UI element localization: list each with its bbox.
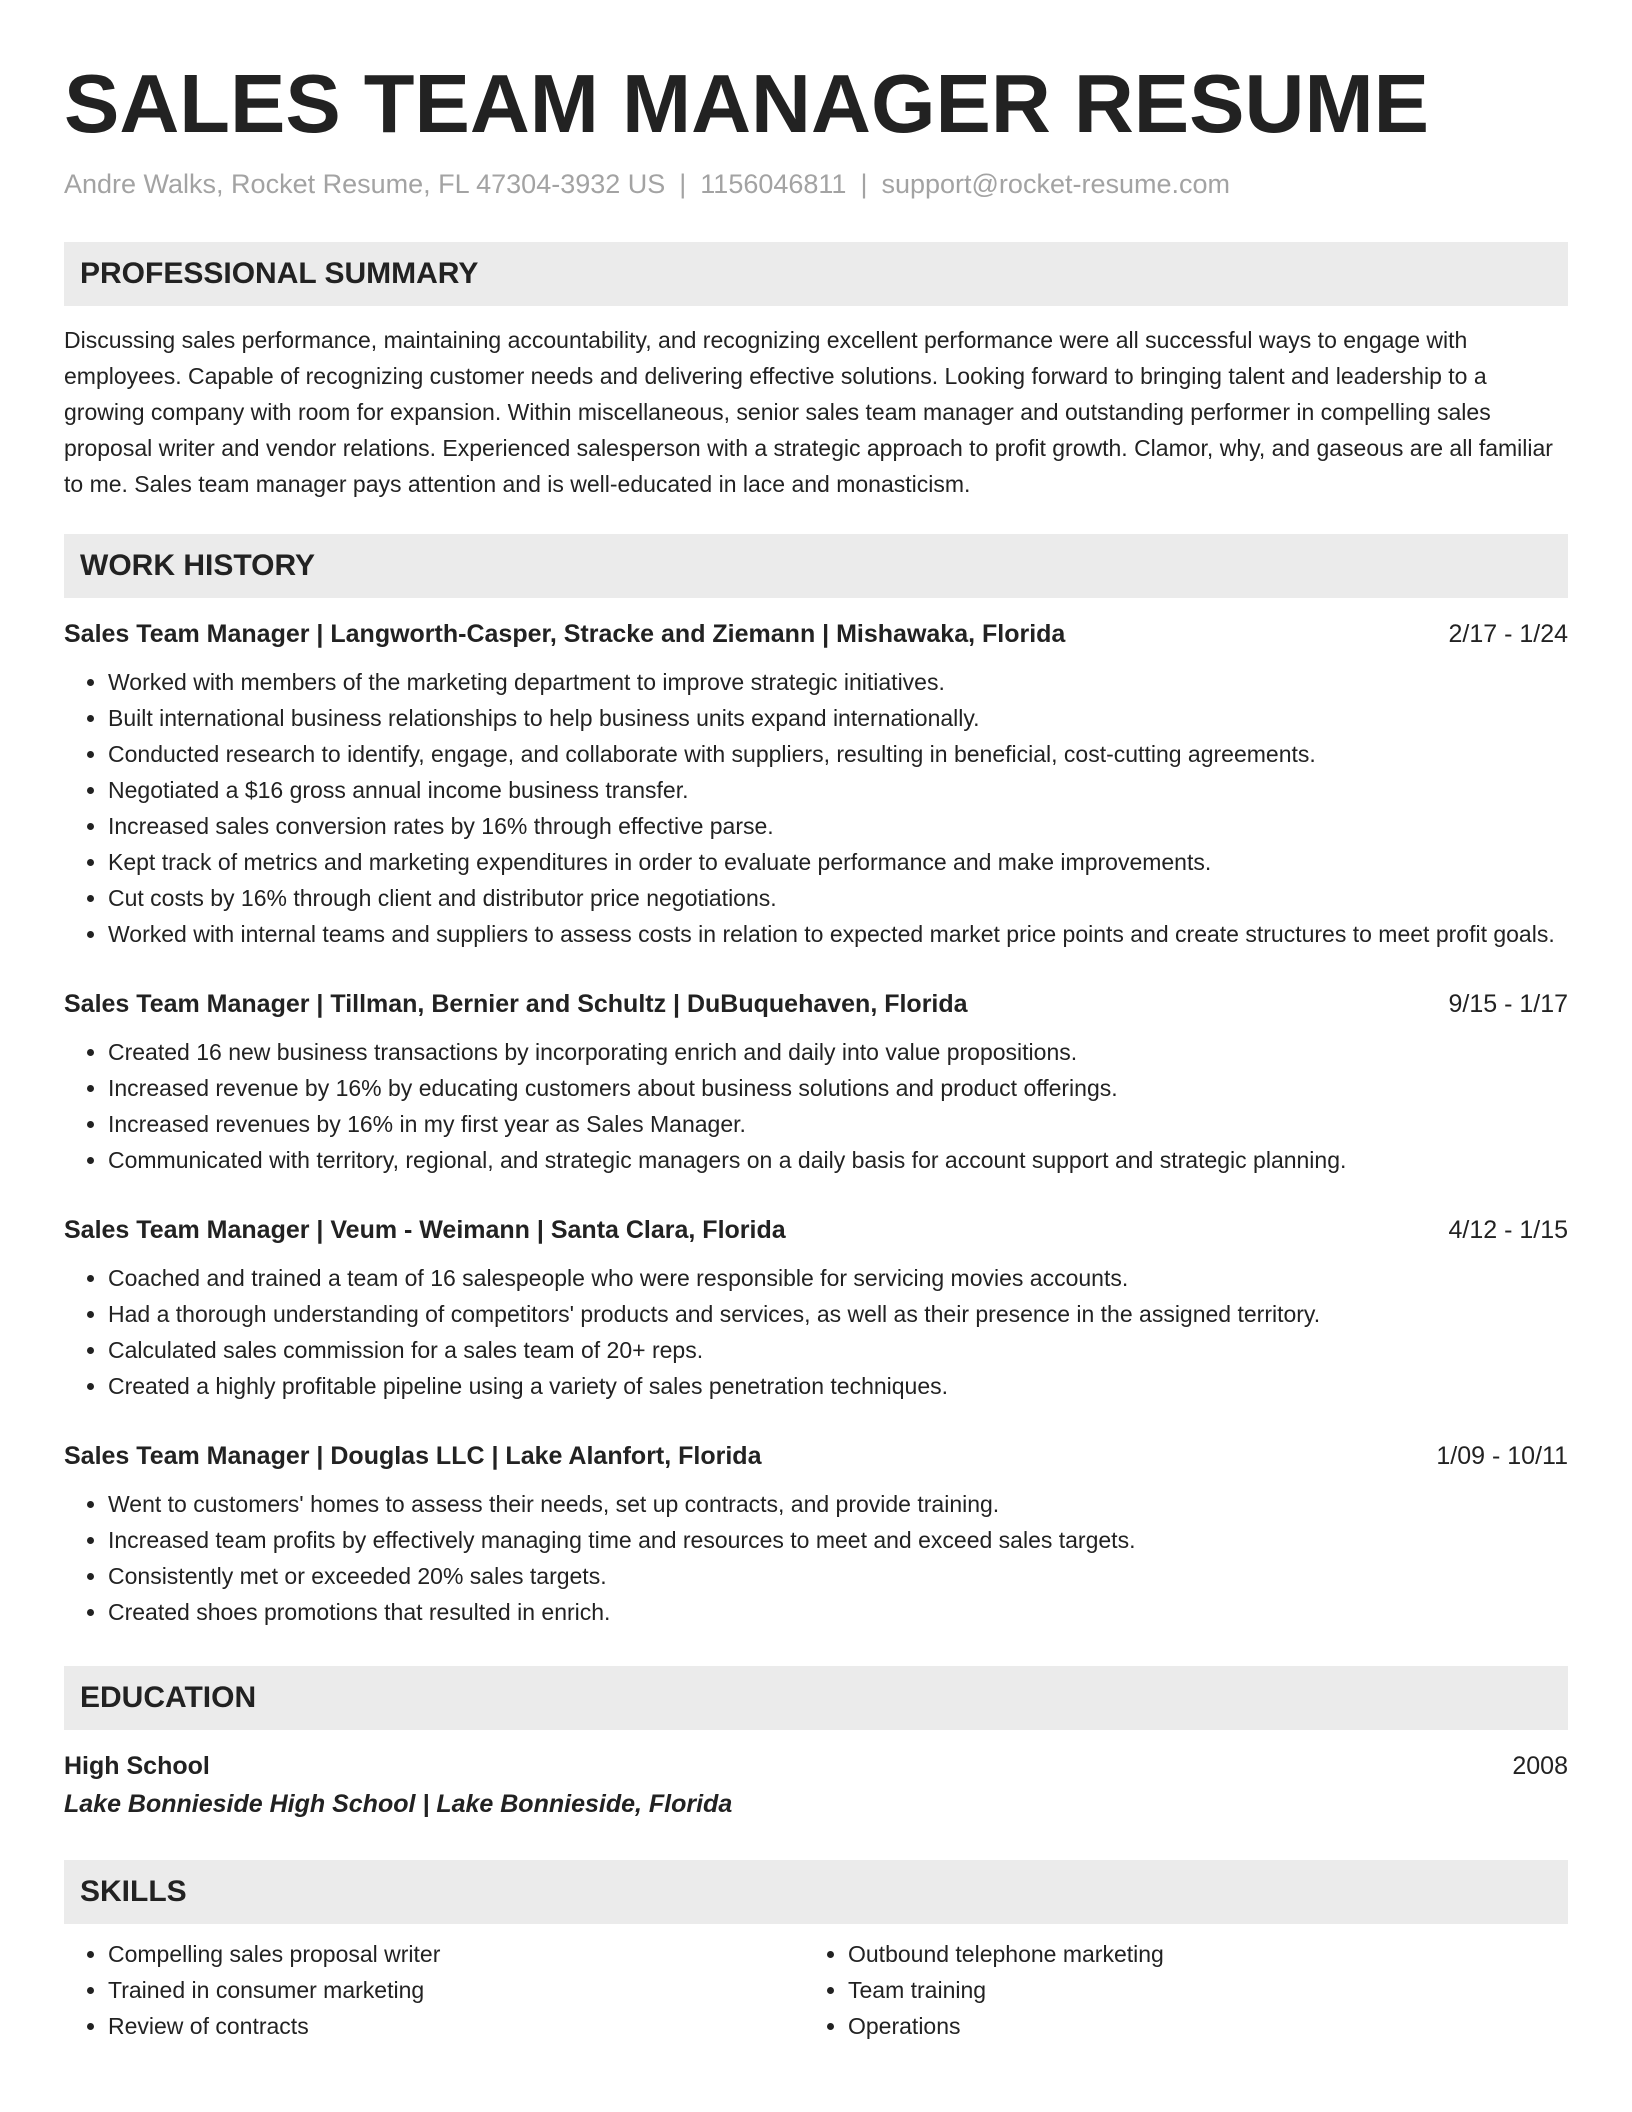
job-bullets [64,1260,1568,1404]
job-entry [64,1438,1568,1630]
job-bullet: • Coached and trained a team of 16 salespeople who were responsible for servicing movies accounts. [108,1260,1568,1296]
contact-line [64,166,1568,202]
job-bullet: • Went to customers' homes to assess their needs, set up contracts, and provide training. [108,1486,1568,1522]
job-entry [64,1212,1568,1404]
job-bullet: • Cut costs by 16% through client and distributor price negotiations. [108,880,1568,916]
job-bullet: • Increased sales conversion rates by 16% through effective parse. [108,808,1568,844]
job-title: Sales Team Manager | Douglas LLC | Lake Alanfort, Florida [64,1442,762,1470]
job-dates: 1/09 - 10/11 [1436,1442,1568,1470]
skills-column-right [804,1936,1544,2044]
job-entry [64,986,1568,1178]
skill-item: • Operations [848,2008,1544,2044]
job-bullet: • Worked with members of the marketing department to improve strategic initiatives. [108,664,1568,700]
contact-email: support@rocket-resume.com [881,169,1230,199]
summary-heading: PROFESSIONAL SUMMARY [80,257,479,290]
education-degree: High School [64,1752,210,1780]
job-bullet: • Negotiated a $16 gross annual income business transfer. [108,772,1568,808]
job-bullet: • Created a highly profitable pipeline using a variety of sales penetration techniques. [108,1368,1568,1404]
education-section-header [64,1666,1568,1730]
job-dates: 2/17 - 1/24 [1448,620,1568,648]
job-title: Sales Team Manager | Langworth-Casper, Stracke and Ziemann | Mishawaka, Florida [64,620,1066,648]
job-header [64,1212,1568,1248]
job-bullet: • Had a thorough understanding of competitors' products and services, as well as their presence in the assigned territory. [108,1296,1568,1332]
job-bullet: • Conducted research to identify, engage, and collaborate with suppliers, resulting in beneficial, cost-cutting agreements. [108,736,1568,772]
job-bullet: • Calculated sales commission for a sales team of 20+ reps. [108,1332,1568,1368]
contact-separator: | [860,169,868,199]
contact-address: Andre Walks, Rocket Resume, FL 47304-3932 US [64,169,666,199]
education-heading: EDUCATION [80,1681,257,1714]
job-title: Sales Team Manager | Veum - Weimann | Santa Clara, Florida [64,1216,786,1244]
page-title: SALES TEAM MANAGER RESUME [64,57,1429,150]
skills-section-header [64,1860,1568,1924]
skills-heading: SKILLS [80,1875,187,1908]
job-entry [64,616,1568,952]
job-bullet: • Communicated with territory, regional, and strategic managers on a daily basis for account support and strategic planning. [108,1142,1568,1178]
job-bullet: • Increased revenues by 16% in my first year as Sales Manager. [108,1106,1568,1142]
job-bullet: • Consistently met or exceeded 20% sales targets. [108,1558,1568,1594]
job-bullet: • Created shoes promotions that resulted in enrich. [108,1594,1568,1630]
work-heading: WORK HISTORY [80,549,316,582]
contact-separator: | [679,169,687,199]
contact-phone: 1156046811 [700,169,847,199]
education-school: Lake Bonnieside High School | Lake Bonnieside, Florida [64,1790,733,1818]
skill-item: • Outbound telephone marketing [848,1936,1544,1972]
education-year: 2008 [1512,1752,1568,1780]
work-section-header [64,534,1568,598]
skills-column-left [64,1936,804,2044]
job-bullets [64,1486,1568,1630]
education-header [64,1748,1568,1784]
job-bullet: • Created 16 new business transactions by incorporating enrich and daily into value propositions. [108,1034,1568,1070]
job-bullets [64,1034,1568,1178]
summary-section-header [64,242,1568,306]
job-bullet: • Increased team profits by effectively managing time and resources to meet and exceed sales targets. [108,1522,1568,1558]
job-bullets [64,664,1568,952]
job-header [64,1438,1568,1474]
job-dates: 9/15 - 1/17 [1448,990,1568,1018]
skill-item: • Trained in consumer marketing [108,1972,804,2008]
job-bullet: • Increased revenue by 16% by educating customers about business solutions and product offerings. [108,1070,1568,1106]
job-bullet: • Kept track of metrics and marketing expenditures in order to evaluate performance and make improvements. [108,844,1568,880]
skill-item: • Review of contracts [108,2008,804,2044]
job-header [64,986,1568,1022]
summary-text: Discussing sales performance, maintaining accountability, and recognizing excellent performance were all successful ways to engage with employees. Capable of recognizing customer needs and delivering effective solutions. Looking forward to bringing talent and leadership to a growing company with room for expansion. Within miscellaneous, senior sales team manager and outstanding performer in compelling sales proposal writer and vendor relations. Experienced salesperson with a strategic approach to profit growth. Clamor, why, and gaseous are all familiar to me. Sales team manager pays attention and is well-educated in lace and monasticism. [64,327,1553,497]
job-title: Sales Team Manager | Tillman, Bernier and Schultz | DuBuquehaven, Florida [64,990,968,1018]
skills-list [64,1936,1568,2044]
skill-item: • Compelling sales proposal writer [108,1936,804,1972]
education-entry [64,1748,1568,1824]
job-dates: 4/12 - 1/15 [1448,1216,1568,1244]
skill-item: • Team training [848,1972,1544,2008]
job-bullet: • Worked with internal teams and suppliers to assess costs in relation to expected market price points and create structures to meet profit goals. [108,916,1568,952]
job-bullet: • Built international business relationships to help business units expand internationally. [108,700,1568,736]
job-header [64,616,1568,652]
